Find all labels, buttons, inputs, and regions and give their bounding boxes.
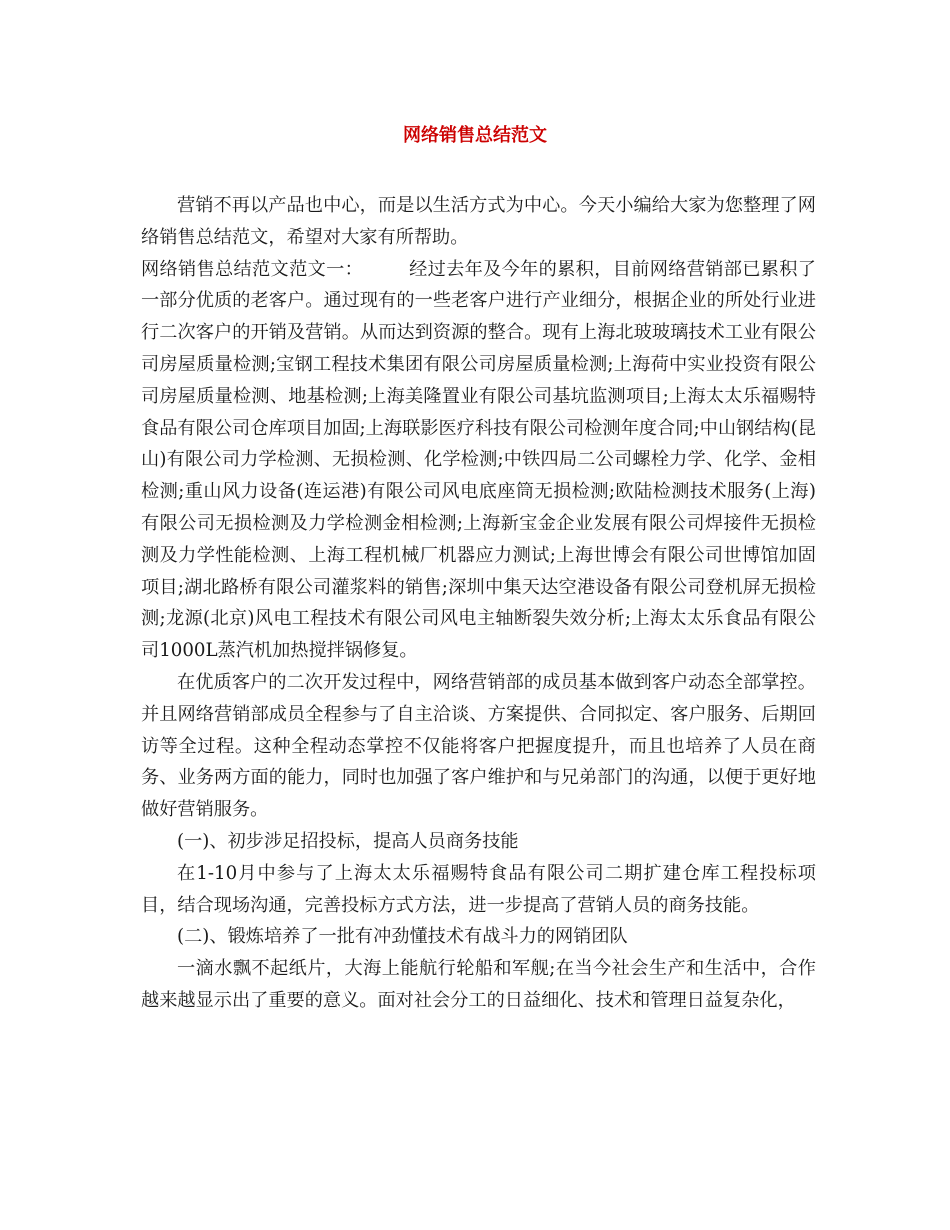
document-body (141, 190, 816, 1017)
sample-heading: 网络销售总结范文范文一： (141, 258, 364, 280)
paragraph-intro: 营销不再以产品也中心，而是以生活方式为中心。今天小编给大家为您整理了网络销售总结范文，希望对大家有所帮助。 (141, 195, 816, 248)
paragraph-sample-one (141, 254, 816, 667)
sample-text: 经过去年及今年的累积，目前网络营销部已累积了一部分优质的老客户。通过现有的一些老客户进行产业细分，根据企业的所处行业进行二次客户的开销及营销。从而达到资源的整合。现有上海北玻玻璃技术工业有限公司房屋质量检测;宝钢工程技术集团有限公司房屋质量检测;上海荷中实业投资有限公司房屋质量检测、地基检测;上海美隆置业有限公司基坑监测项目;上海太太乐福赐特食品有限公司仓库项目加固;上海联影医疗科技有限公司检测年度合同;中山钢结构(昆山)有限公司力学检测、无损检测、化学检测;中铁四局二公司螺栓力学、化学、金相检测;重山风力设备(连运港)有限公司风电底座筒无损检测;欧陆检测技术服务(上海)有限公司无损检测及力学检测金相检测;上海新宝金企业发展有限公司焊接件无损检测及力学性能检测、上海工程机械厂机器应力测试;上海世博会有限公司世博馆加固项目;湖北路桥有限公司灌浆料的销售;深圳中集天达空港设备有限公司登机屏无损检测;龙源(北京)风电工程技术有限公司风电主轴断裂失效分析;上海太太乐食品有限公司1000L蒸汽机加热搅拌锅修复。 (141, 258, 816, 662)
paragraph-client-development: 在优质客户的二次开发过程中，网络营销部的成员基本做到客户动态全部掌控。并且网络营销部成员全程参与了自主洽谈、方案提供、合同拟定、客户服务、后期回访等全过程。这种全程动态掌控不仅能将客户把握度提升，而且也培养了人员在商务、业务两方面的能力，同时也加强了客户维护和与兄弟部门的沟通，以便于更好地做好营销服务。 (141, 671, 816, 821)
paragraph-teamwork: 一滴水飘不起纸片，大海上能航行轮船和军舰;在当今社会生产和生活中，合作越来越显示出了重要的意义。面对社会分工的日益细化、技术和管理日益复杂化， (141, 958, 816, 1011)
section-heading-one: (一)、初步涉足招投标，提高人员商务技能 (177, 830, 519, 852)
section-heading-two: (二)、锻炼培养了一批有冲劲懂技术有战斗力的网销团队 (177, 926, 628, 948)
document-title: 网络销售总结范文 (403, 125, 547, 146)
paragraph-bidding: 在1-10月中参与了上海太太乐福赐特食品有限公司二期扩建仓库工程投标项目，结合现场沟通，完善投标方式方法，进一步提高了营销人员的商务技能。 (141, 862, 816, 916)
